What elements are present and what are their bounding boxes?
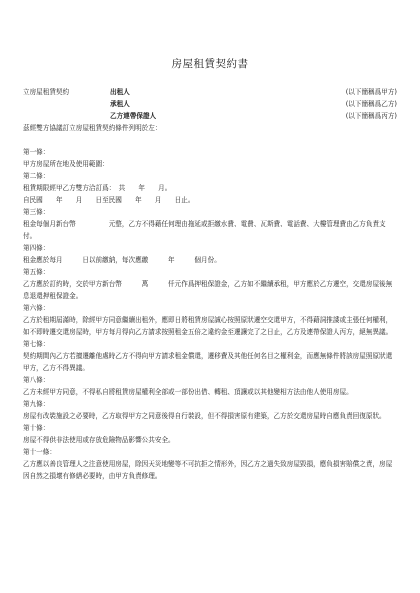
party-tenant xyxy=(23,98,397,110)
party-role: 乙方連帶保證人 xyxy=(110,112,157,120)
article-text: 乙方於租期屆滿時，除經甲方同意繼續出租外，應即日將租賃房屋誠心按照原狀遷空交還甲方，不得藉詞推諉或主張任何權利，如不即時遷交還房屋時，甲方每月得向乙方請求按照租金五倍之違約金至遷讓完了之日止，乙方及連帶保證人丙方，絕無異議。 xyxy=(23,316,393,336)
article-heading: 第八條： xyxy=(23,376,50,384)
article-heading: 第一條： xyxy=(23,148,50,156)
article-heading: 第十條： xyxy=(23,424,50,432)
article-heading: 第三條： xyxy=(23,208,50,216)
article-text: 自民國 年 月 日至民國 年 月 日止。 xyxy=(23,196,195,204)
article-heading: 第十一條： xyxy=(23,448,56,456)
article-text: 契約期間內乙方若擅遷離他處時乙方不得向甲方請求租金償還，遷移費及其他任何名目之權利金，而應無條件將該房屋照原狀還甲方，乙方不得異議。 xyxy=(23,352,393,372)
article-text: 租金應於每月 日以前繳納，每次應繳 年 個月份。 xyxy=(23,256,221,264)
contract-body xyxy=(23,122,396,482)
party-alias: (以下簡稱爲丙方) xyxy=(345,112,397,120)
article-text: 甲方房屋所在地及使用範圍： xyxy=(23,160,109,168)
document-title: 房屋租賃契約書 xyxy=(171,58,249,70)
party-landlord xyxy=(23,86,397,98)
party-role: 出租人 xyxy=(110,88,130,96)
article-heading: 第四條： xyxy=(23,244,50,252)
article-heading: 第六條： xyxy=(23,304,50,312)
article-text: 房屋有改裝施設之必要時，乙方取得甲方之同意後得自行裝設，但不得損害原有建築，乙方於交還房屋時自應負責回復原狀。 xyxy=(23,412,386,420)
article-text: 乙方應以善良管理人之注意使用房屋，除因天災地變等不可抗拒之情形外，因乙方之過失致房屋毀損，應負損害賠償之責，房屋因自然之損壞有修繕必要時，由甲方負責修理。 xyxy=(23,460,393,480)
agreement-statement: 茲經雙方協議訂立房屋租賃契約條件列明於左： xyxy=(23,124,162,132)
spacer xyxy=(23,134,396,146)
article-text: 乙方應於訂約時，交於甲方新台幣 萬 仟元作爲押租保證金，乙方如不繼續承租，甲方應於乙方遷空，交還房屋後無息退還押租保證金。 xyxy=(23,280,393,300)
article-heading: 第七條： xyxy=(23,340,50,348)
party-alias: (以下簡稱爲乙方) xyxy=(345,100,397,108)
article-heading: 第二條： xyxy=(23,172,50,180)
party-alias: (以下簡稱爲甲方) xyxy=(345,88,397,96)
article-text: 租金每個月新台幣 元整，乙方不得藉任何理由拖延或拒繳水費、電費、瓦斯費、電話費、大樓管理費由乙方負責支付。 xyxy=(23,220,386,240)
party-guarantor xyxy=(23,110,397,122)
article-text: 租賃期限經甲乙方雙方洽訂爲： 共 年 月。 xyxy=(23,184,172,192)
article-text: 乙方未經甲方同意，不得私自將租賃房屋權利全部或一部份出借、轉租、頂讓或以其他變相方法由他人使用房屋。 xyxy=(23,388,353,396)
article-heading: 第九條： xyxy=(23,400,50,408)
party-lead: 立房屋租賃契約 xyxy=(23,88,70,96)
article-text: 房屋不得供非法使用或存放危險物品影響公共安全。 xyxy=(23,436,175,444)
party-role: 承租人 xyxy=(110,100,130,108)
article-heading: 第五條： xyxy=(23,268,50,276)
